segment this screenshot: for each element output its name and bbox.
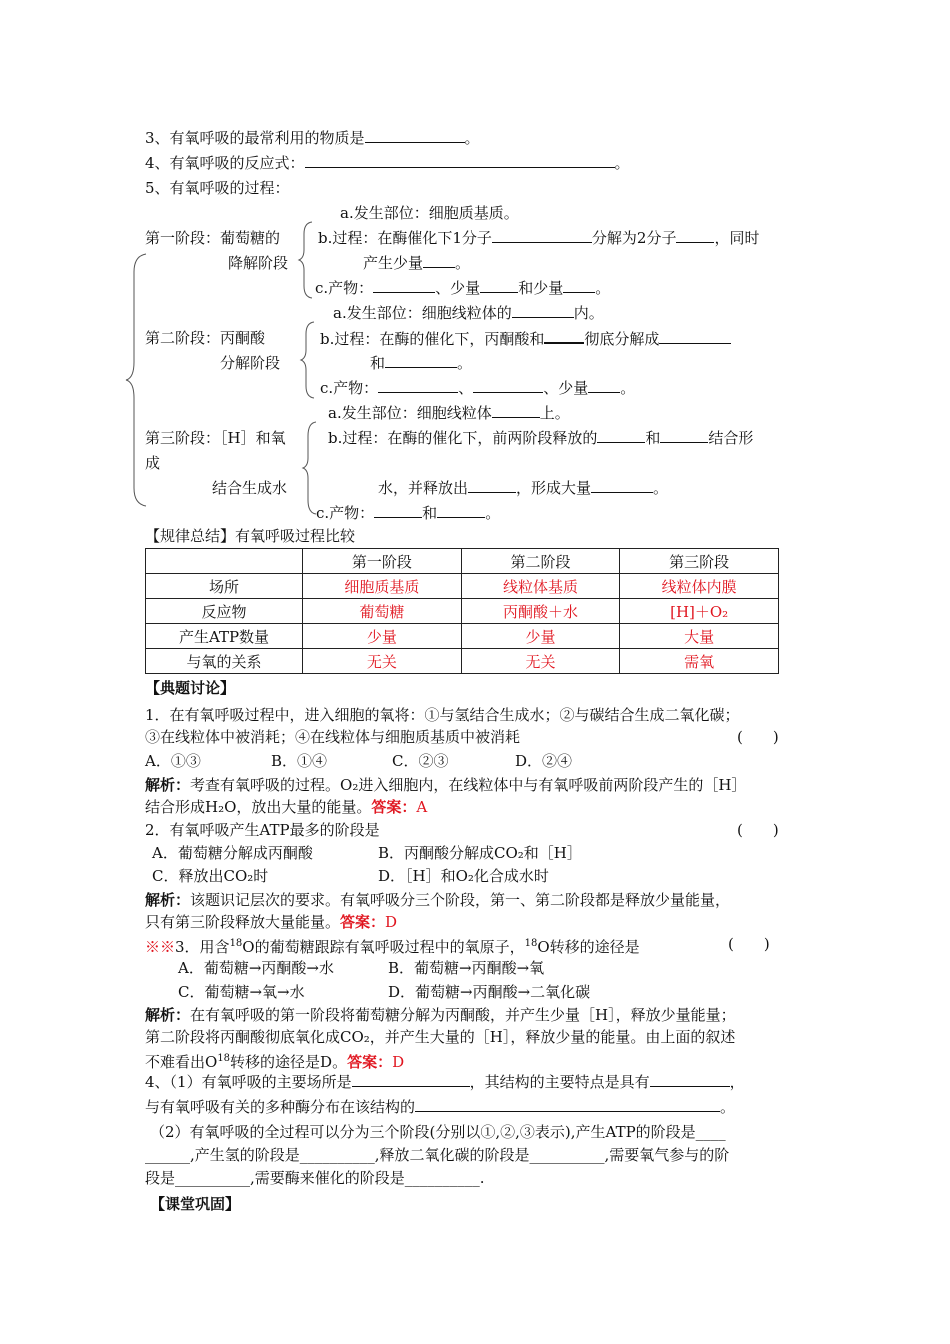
p2-analysis: 解析：该题识记层次的要求。有氧呼吸分三个阶段，第一、第二阶段都是释放少量能量， (145, 891, 731, 909)
discussion-title: 【典题讨论】 (145, 679, 236, 697)
p2-option-a: A．葡萄糖分解成丙酮酸 (152, 844, 313, 862)
p1-option-a: A．①③ (145, 752, 201, 770)
table-header-row (146, 549, 779, 574)
p3-answer-paren: ( ) (728, 935, 770, 953)
p3-option-a: A．葡萄糖→丙酮酸→水 (178, 959, 334, 977)
p2-option-b: B．丙酮酸分解成CO₂和［H］ (378, 844, 582, 862)
p4-line-4: ______,产生氢的阶段是__________,释放二氧化碳的阶段是__________,需要氧气参与的阶 (145, 1146, 730, 1164)
p3-analysis-3: 不难看出$O^{18}$转移的途径是D。答案：D (145, 1053, 405, 1071)
stage1-location: a.发生部位：细胞质基质。 (340, 204, 519, 222)
stage3-process: b.过程：在酶的催化下，前两阶段释放的 和 结合形 (328, 429, 754, 447)
p1-option-b: B．①④ (271, 752, 328, 770)
p1-option-d: D．②④ (515, 752, 573, 770)
stage3-title-cont: 成 (145, 454, 161, 472)
p3-analysis-2: 第二阶段将丙酮酸彻底氧化成CO₂，并产生大量的［H］，释放少量的能量。由上面的叙述 (145, 1028, 736, 1046)
p3-analysis: 解析：在有氧呼吸的第一阶段将葡萄糖分解为丙酮酸，并产生少量［H］，释放少量能量； (145, 1006, 736, 1024)
stage2-location: a.发生部位：细胞线粒体的 内。 (333, 304, 604, 322)
p1-question-2: ③在线粒体中被消耗；④在线粒体与细胞质基质中被消耗 (145, 728, 521, 746)
summary-title: 【规律总结】有氧呼吸过程比较 (145, 527, 356, 545)
table-cell: 少量 (461, 624, 620, 649)
table-header-cell: 第三阶段 (620, 549, 779, 574)
table-cell: 葡萄糖 (303, 599, 462, 624)
row-label: 场所 (146, 574, 303, 599)
row-label: 与氧的关系 (146, 649, 303, 674)
stage1-products: c.产物： 、少量 和少量 。 (315, 279, 611, 297)
p4-line-2: 与有氧呼吸有关的多种酶分布在该结构的 。 (145, 1098, 736, 1116)
table-cell: 线粒体内膜 (620, 574, 779, 599)
p1-analysis: 解析：考查有氧呼吸的过程。O₂进入细胞内，在线粒体中与有氧呼吸前两阶段产生的［H］ (145, 776, 747, 794)
p2-option-d: D．［H］和O₂化合成水时 (378, 867, 549, 885)
question-5: 5、有氧呼吸的过程： (145, 179, 290, 197)
p3-option-c: C．葡萄糖→氧→水 (178, 983, 305, 1001)
p2-option-c: C．释放出CO₂时 (152, 867, 269, 885)
p2-analysis-2: 只有第三阶段释放大量能量。答案：D (145, 913, 398, 931)
stage3-location: a.发生部位：细胞线粒体 上。 (328, 404, 570, 422)
row-label: 反应物 (146, 599, 303, 624)
table-cell: 无关 (303, 649, 462, 674)
p1-analysis-2: 结合形成H₂O，放出大量的能量。答案：A (145, 798, 428, 816)
p3-option-b: B．葡萄糖→丙酮酸→氧 (388, 959, 545, 977)
stage1-process: b.过程：在酶催化下1分子 分解为2分子 ，同时 (318, 229, 760, 247)
p4-line-3: （2）有氧呼吸的全过程可以分为三个阶段(分别以①,②,③表示),产生ATP的阶段是____ (150, 1123, 726, 1141)
p4-line-1: 4、（1）有氧呼吸的主要场所是 ，其结构的主要特点是具有 ， (145, 1073, 745, 1091)
table-cell: 少量 (303, 624, 462, 649)
stage2-process: b.过程：在酶的催化下，丙酮酸和 彻底分解成 (320, 328, 731, 349)
table-cell: 大量 (620, 624, 779, 649)
stage2-title: 第二阶段：丙酮酸 (145, 329, 266, 347)
stage3-process-2: 水，并释放出 ，形成大量 。 (378, 479, 669, 497)
question-3: 3、有氧呼吸的最常利用的物质是 。 (145, 129, 480, 147)
stage1-title-2: 降解阶段 (228, 254, 289, 272)
stage1-title: 第一阶段：葡萄糖的 (145, 229, 281, 247)
outer-brace-icon (124, 252, 150, 508)
stage2-process-2: 和 。 (370, 354, 473, 372)
question-4: 4、有氧呼吸的反应式： 。 (145, 154, 630, 172)
stage2-products: c.产物： 、 、少量 。 (320, 379, 636, 397)
table-row (146, 624, 779, 649)
table-cell: [H]＋O₂ (620, 599, 779, 624)
stage1-process-2: 产生少量 。 (363, 254, 471, 272)
p1-answer-paren: ( ) (737, 728, 779, 746)
comparison-table (145, 548, 779, 674)
table-row (146, 649, 779, 674)
stage1-brace-icon (296, 220, 316, 300)
p3-option-d: D．葡萄糖→丙酮酸→二氧化碳 (388, 983, 591, 1001)
stage2-brace-icon (298, 320, 318, 400)
table-cell: 细胞质基质 (303, 574, 462, 599)
p3-question: ※※3．用含$^{18}$O的葡萄糖跟踪有氧呼吸过程中的氧原子，$^{18}$O转移的途径是 (145, 938, 640, 956)
stage3-title: 第三阶段：［H］和氧 (145, 429, 286, 447)
stage3-brace-icon (300, 420, 320, 516)
table-header-cell: 第一阶段 (303, 549, 462, 574)
table-cell: 无关 (461, 649, 620, 674)
stage3-title-2: 结合生成水 (212, 479, 288, 497)
p2-answer-paren: ( ) (737, 821, 779, 839)
p1-question: 1．在有氧呼吸过程中，进入细胞的氧将：①与氢结合生成水；②与碳结合生成二氧化碳； (145, 706, 740, 724)
consolidate-title: 【课堂巩固】 (150, 1195, 241, 1213)
table-header-cell (146, 549, 303, 574)
table-cell: 需氧 (620, 649, 779, 674)
table-cell: 丙酮酸＋水 (461, 599, 620, 624)
p4-line-5: 段是__________,需要酶来催化的阶段是__________. (145, 1169, 485, 1187)
table-row (146, 599, 779, 624)
p2-question: 2．有氧呼吸产生ATP最多的阶段是 (145, 821, 380, 839)
table-row (146, 574, 779, 599)
stage2-title-2: 分解阶段 (220, 354, 281, 372)
p1-option-c: C．②③ (392, 752, 449, 770)
table-header-cell: 第二阶段 (461, 549, 620, 574)
table-cell: 线粒体基质 (461, 574, 620, 599)
row-label: 产生ATP数量 (146, 624, 303, 649)
stage3-products: c.产物： 和 。 (316, 504, 501, 522)
